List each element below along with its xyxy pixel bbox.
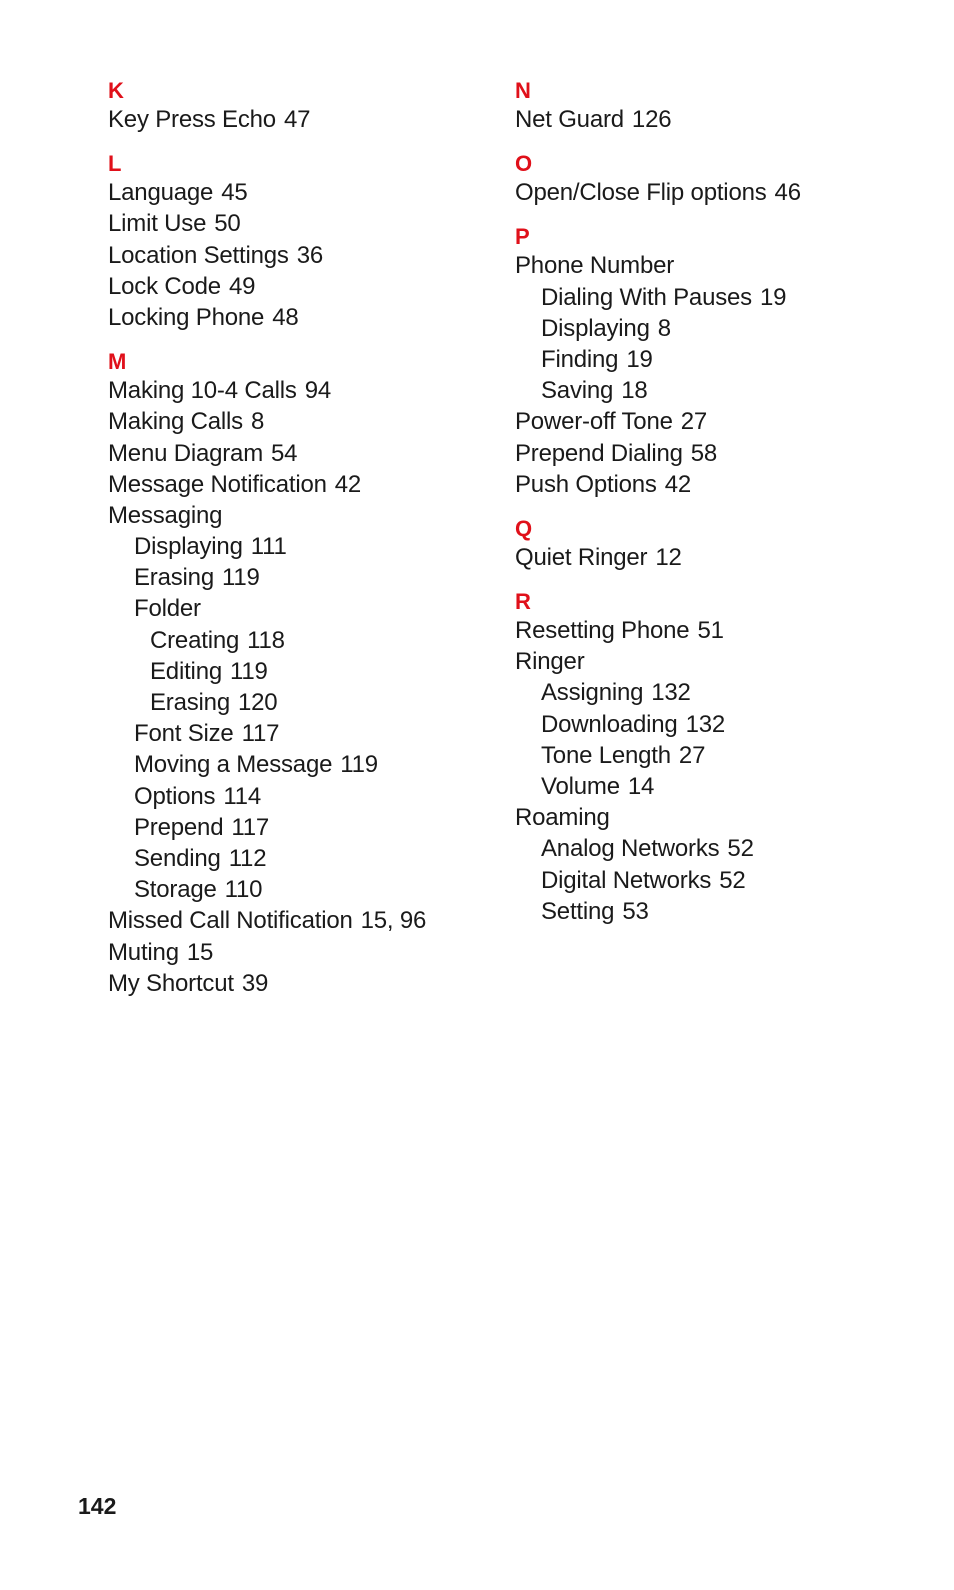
index-entry [108,531,508,562]
index-page-ref: 118 [247,626,285,654]
index-term: Phone Number [515,252,675,280]
index-entry [108,240,508,271]
index-column-right [515,78,915,943]
index-page-ref: 53 [622,897,649,925]
index-section [515,224,915,500]
index-page-ref: 48 [272,303,299,331]
index-section [108,349,508,999]
index-term: Options [134,782,216,810]
index-section [108,78,508,135]
index-entry [108,905,508,936]
index-page-ref: 119 [340,751,378,779]
index-entry [515,375,915,406]
index-page-ref: 120 [237,689,278,716]
index-page-ref: 36 [296,241,324,269]
index-page-ref: 94 [304,377,331,405]
index-page-ref: 19 [626,345,653,373]
index-entry [108,104,508,135]
index-page-ref: 46 [774,179,801,207]
index-page-ref: 15 [186,938,214,966]
index-page-ref: 19 [759,283,787,311]
index-page-ref: 119 [221,564,260,592]
index-term: Muting [108,938,179,966]
index-entry [515,406,915,437]
index-term: Prepend [134,813,224,841]
index-page-ref: 51 [697,617,724,645]
index-entry [515,438,915,469]
section-letter-heading: M [108,349,127,375]
index-entry [108,781,508,812]
index-term: Lock Code [108,272,221,300]
index-page-ref: 112 [228,844,267,872]
index-term: Saving [541,377,614,405]
index-page-ref: 12 [655,543,682,571]
index-entry [515,646,915,677]
index-entry [108,208,508,239]
index-page-ref: 8 [657,314,671,342]
section-letter-heading: O [515,151,533,177]
index-term: My Shortcut [108,969,234,997]
index-entry [515,469,915,500]
index-term: Displaying [541,314,650,342]
index-term: Sending [134,844,221,872]
index-term: Font Size [134,720,234,748]
index-page-ref: 42 [334,470,362,498]
section-letter-heading: Q [515,515,533,541]
index-entry [108,874,508,905]
index-term: Storage [134,876,217,904]
index-page-ref: 27 [680,408,708,436]
index-section [515,589,915,927]
index-entry [108,500,508,531]
index-column-left [108,78,508,1015]
index-page-ref: 52 [727,835,754,863]
index-term: Volume [541,773,620,800]
index-page-ref: 27 [678,741,706,769]
index-term: Making 10-4 Calls [108,377,297,405]
index-page-ref: 114 [223,782,261,810]
section-letter-heading: P [515,224,530,250]
index-term: Editing [150,657,222,685]
index-entry [515,771,915,802]
index-entry [108,469,508,500]
index-entry [108,271,508,302]
index-entry [515,833,915,864]
index-page-ref: 8 [250,408,265,436]
index-page-ref: 39 [241,969,269,997]
index-entry [108,843,508,874]
index-entry [108,177,508,208]
index-page-ref: 42 [664,470,691,498]
section-letter-heading: L [108,151,122,177]
index-entry [108,625,508,656]
index-entry [108,375,508,406]
section-letter-heading: R [515,589,531,615]
index-entry [515,250,915,281]
index-term: Open/Close Flip options [515,179,767,207]
index-page-ref: 15, 96 [360,907,427,935]
index-term: Dialing With Pauses [541,283,752,311]
index-entry [515,313,915,344]
index-term: Missed Call Notification [108,907,353,935]
index-term: Key Press Echo [108,106,276,133]
index-term: Messaging [108,501,223,529]
index-term: Limit Use [108,210,207,238]
section-letter-heading: N [515,78,531,103]
index-page-ref: 49 [228,272,256,300]
index-term: Making Calls [108,408,243,436]
index-term: Power-off Tone [515,408,673,436]
index-term: Prepend Dialing [515,439,683,467]
index-section [515,516,915,573]
index-entry [515,282,915,313]
index-entry [515,344,915,375]
index-entry [108,438,508,469]
index-page-ref: 58 [690,439,718,467]
index-term: Finding [541,345,619,373]
index-term: Displaying [134,533,243,561]
index-term: Setting [541,897,615,925]
index-entry [515,709,915,740]
index-term: Moving a Message [134,751,333,779]
index-term: Push Options [515,470,657,498]
index-entry [108,656,508,687]
index-page-ref: 50 [214,210,241,238]
index-entry [515,177,915,208]
index-term: Tone Length [541,741,671,769]
index-section [515,151,915,208]
section-letter-heading: K [108,78,124,103]
index-term: Assigning [541,679,644,707]
index-entry [108,562,508,593]
index-page-ref: 110 [224,876,263,904]
index-page-ref: 18 [621,377,648,405]
index-term: Analog Networks [541,835,720,863]
index-page-ref: 47 [283,106,311,133]
index-entry [108,406,508,437]
index-page-ref: 14 [627,773,655,800]
page-number: 142 [78,1493,117,1519]
index-term: Downloading [541,710,678,738]
index-page-ref: 45 [221,179,248,207]
index-term: Net Guard [515,106,624,133]
index-entry [515,677,915,708]
index-term: Resetting Phone [515,617,690,645]
index-section [515,78,915,135]
index-term: Quiet Ringer [515,543,648,571]
index-term: Location Settings [108,241,289,269]
index-page-ref: 119 [229,657,268,685]
index-entry [108,687,508,718]
index-entry [515,740,915,771]
index-term: Locking Phone [108,303,265,331]
index-term: Ringer [515,648,585,676]
index-entry [515,542,915,573]
index-entry [515,865,915,896]
index-page-ref: 126 [631,106,672,133]
index-page-ref: 52 [719,866,746,894]
index-entry [515,104,915,135]
index-term: Digital Networks [541,866,712,894]
index-entry [515,896,915,927]
index-page-ref: 132 [651,679,691,707]
index-entry [108,302,508,333]
index-section [108,151,508,333]
index-page-ref: 117 [241,720,280,748]
index-page-ref: 132 [685,710,726,738]
index-entry [108,593,508,624]
index-entry [108,937,508,968]
index-term: Message Notification [108,470,327,498]
index-term: Creating [150,626,240,654]
index-page-ref: 117 [231,813,270,841]
index-term: Roaming [515,804,610,832]
index-entry [108,749,508,780]
index-entry [515,802,915,833]
index-page-ref: 54 [271,439,298,467]
index-term: Menu Diagram [108,439,263,467]
index-entry [515,615,915,646]
index-page-ref: 111 [250,533,287,561]
index-entry [108,968,508,999]
index-term: Language [108,179,214,207]
index-entry [108,812,508,843]
index-entry [108,718,508,749]
index-term: Folder [134,595,201,623]
index-term: Erasing [150,689,230,716]
index-term: Erasing [134,564,214,592]
